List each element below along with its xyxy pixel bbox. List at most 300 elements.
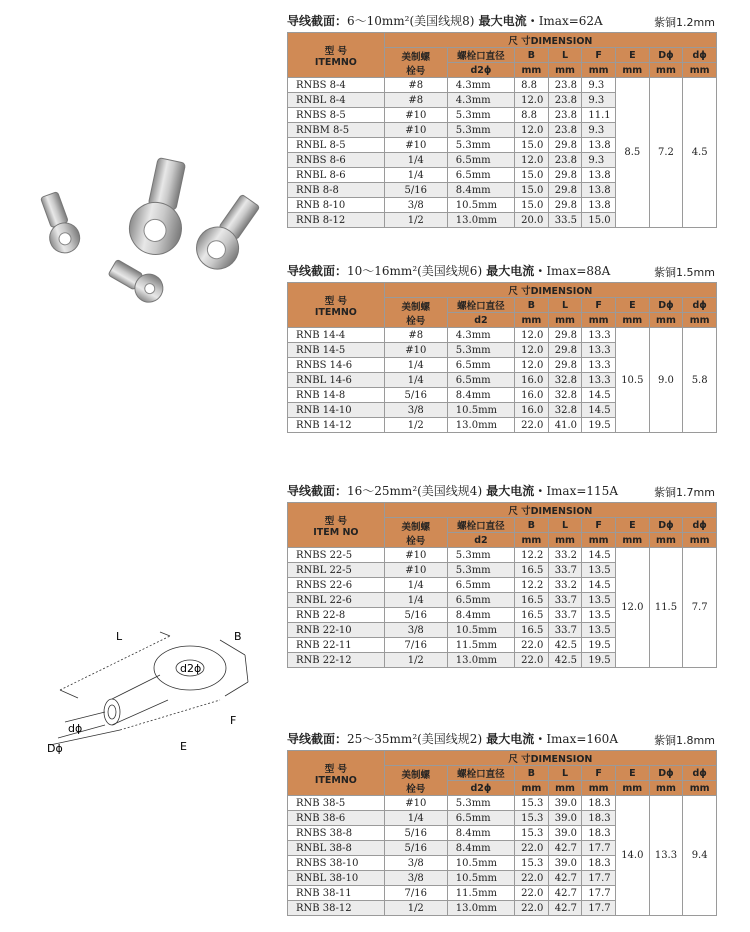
cell-bolt-dia: 10.5mm: [447, 856, 514, 871]
cell-us-screw: #10: [384, 343, 447, 358]
cell-b: 22.0: [515, 901, 549, 916]
cell-l: 33.7: [548, 563, 582, 578]
cell-bolt-dia: 5.3mm: [447, 138, 514, 153]
cell-f: 9.3: [582, 93, 616, 108]
cell-model: RNBS 22-5: [288, 548, 385, 563]
section-heading: [287, 260, 717, 282]
col-header-b: B: [515, 298, 549, 313]
cell-f: 17.7: [582, 886, 616, 901]
cell-l: 29.8: [548, 328, 582, 343]
col-header-f: F: [582, 766, 616, 781]
cell-l: 23.8: [548, 93, 582, 108]
col-unit-mm: mm: [649, 313, 683, 328]
spec-table: [287, 282, 717, 433]
col-unit-mm: mm: [683, 63, 717, 78]
col-header-us-screw: [384, 48, 447, 78]
cell-model: RNB 22-11: [288, 638, 385, 653]
model-label-en: ITEMNO: [314, 774, 357, 786]
cell-us-screw: 3/8: [384, 871, 447, 886]
cell-bolt-dia: 5.3mm: [447, 563, 514, 578]
cell-f: 17.7: [582, 901, 616, 916]
cell-f: 13.5: [582, 608, 616, 623]
model-label-en: ITEM NO: [313, 526, 359, 538]
barrel-end: [104, 699, 120, 725]
dim-label-B: B: [234, 630, 242, 643]
cell-l: 32.8: [548, 388, 582, 403]
col-header-model: [288, 33, 385, 78]
col-header-f: F: [582, 298, 616, 313]
col-header-dimension: 尺 寸DIMENSION: [384, 33, 716, 48]
cell-bolt-dia: 5.3mm: [447, 108, 514, 123]
dim-label-d: dϕ: [68, 722, 83, 735]
cell-f: 13.3: [582, 373, 616, 388]
header-row-1: [288, 33, 717, 48]
cell-bolt-dia: 8.4mm: [447, 183, 514, 198]
cell-bolt-dia: 8.4mm: [447, 608, 514, 623]
cell-model: RNBS 8-4: [288, 78, 385, 93]
title-prefix: 导线截面：: [287, 264, 348, 278]
col-header-dimension: 尺 寸DIMENSION: [384, 283, 716, 298]
model-label-en: ITEMNO: [314, 306, 357, 318]
model-label: 型 号: [324, 763, 348, 775]
cell-us-screw: #10: [384, 138, 447, 153]
cell-us-screw: 1/4: [384, 811, 447, 826]
cell-model: RNBS 38-8: [288, 826, 385, 841]
cell-f: 18.3: [582, 811, 616, 826]
spec-section-2: [287, 260, 717, 433]
cell-b: 22.0: [515, 638, 549, 653]
title-suffix: 最大电流・: [482, 732, 547, 746]
terminal-right: [188, 189, 268, 278]
cell-model: RNBL 14-6: [288, 373, 385, 388]
cell-f: 18.3: [582, 856, 616, 871]
col-header-b: B: [515, 48, 549, 63]
col-unit-d2: d2: [447, 313, 514, 328]
cell-b: 15.3: [515, 811, 549, 826]
cell-model: RNB 22-12: [288, 653, 385, 668]
cell-us-screw: 7/16: [384, 886, 447, 901]
cell-f: 14.5: [582, 403, 616, 418]
cell-us-screw: #10: [384, 563, 447, 578]
col-header-b: B: [515, 518, 549, 533]
cell-model: RNBS 8-6: [288, 153, 385, 168]
cell-us-screw: #8: [384, 328, 447, 343]
cell-bolt-dia: 5.3mm: [447, 548, 514, 563]
cell-model: RNB 38-12: [288, 901, 385, 916]
col-unit-mm: mm: [616, 63, 650, 78]
cell-f: 14.5: [582, 578, 616, 593]
spec-table: [287, 502, 717, 668]
cell-us-screw: #10: [384, 548, 447, 563]
max-current: Imax=115A: [546, 484, 618, 498]
cell-l: 33.7: [548, 608, 582, 623]
us-screw-line1: 美制螺: [401, 51, 431, 63]
cell-l: 29.8: [548, 198, 582, 213]
cell-l: 29.8: [548, 183, 582, 198]
dim-label-d2: d2ϕ: [180, 662, 202, 675]
cell-b: 15.3: [515, 796, 549, 811]
spec-table: [287, 32, 717, 228]
cell-dphi-outer: 9.0: [649, 328, 683, 433]
cell-us-screw: #8: [384, 93, 447, 108]
model-label: 型 号: [324, 295, 348, 307]
us-screw-line1: 美制螺: [401, 769, 431, 781]
cell-us-screw: 3/8: [384, 198, 447, 213]
cell-us-screw: 1/2: [384, 418, 447, 433]
col-header-model: [288, 283, 385, 328]
col-unit-mm: mm: [515, 781, 549, 796]
cell-f: 13.5: [582, 623, 616, 638]
cell-model: RNBS 22-6: [288, 578, 385, 593]
cell-bolt-dia: 5.3mm: [447, 123, 514, 138]
col-unit-mm: mm: [582, 313, 616, 328]
spec-table: [287, 750, 717, 916]
cell-b: 8.8: [515, 78, 549, 93]
col-unit-mm: mm: [649, 533, 683, 548]
cell-model: RNBL 8-6: [288, 168, 385, 183]
cell-l: 33.2: [548, 548, 582, 563]
us-screw-line1: 美制螺: [401, 301, 431, 313]
col-header-bolt-dia: 螺栓口直径: [447, 298, 514, 313]
cell-bolt-dia: 6.5mm: [447, 168, 514, 183]
cell-bolt-dia: 10.5mm: [447, 403, 514, 418]
col-unit-mm: mm: [582, 781, 616, 796]
cell-b: 15.0: [515, 183, 549, 198]
cell-f: 13.3: [582, 328, 616, 343]
cell-us-screw: 1/2: [384, 213, 447, 228]
col-unit-mm: mm: [548, 781, 582, 796]
terminal-bottom: [106, 255, 168, 307]
cell-bolt-dia: 10.5mm: [447, 623, 514, 638]
col-unit-mm: mm: [582, 533, 616, 548]
cell-f: 19.5: [582, 638, 616, 653]
us-screw-line2: 栓号: [406, 315, 426, 327]
title-prefix: 导线截面：: [287, 14, 348, 28]
cell-model: RNBL 38-8: [288, 841, 385, 856]
col-header-dphi: Dϕ: [649, 48, 683, 63]
cell-b: 20.0: [515, 213, 549, 228]
cell-f: 19.5: [582, 653, 616, 668]
spec-section-4: [287, 728, 717, 916]
cell-b: 15.0: [515, 138, 549, 153]
cell-model: RNBL 8-4: [288, 93, 385, 108]
table-row: [288, 78, 717, 93]
cell-model: RNB 8-12: [288, 213, 385, 228]
header-row-1: [288, 751, 717, 766]
cell-b: 16.0: [515, 403, 549, 418]
col-unit-mm: mm: [616, 781, 650, 796]
cell-b: 16.5: [515, 563, 549, 578]
cell-us-screw: 1/2: [384, 901, 447, 916]
cell-b: 16.0: [515, 388, 549, 403]
col-header-dphi: dϕ: [683, 48, 717, 63]
model-label: 型 号: [324, 515, 348, 527]
cell-f: 13.8: [582, 183, 616, 198]
cell-f: 15.0: [582, 213, 616, 228]
cell-b: 22.0: [515, 886, 549, 901]
cell-l: 29.8: [548, 168, 582, 183]
cell-us-screw: 3/8: [384, 856, 447, 871]
title-suffix: 最大电流・: [482, 264, 547, 278]
cell-l: 33.2: [548, 578, 582, 593]
section-heading: [287, 480, 717, 502]
cell-model: RNBS 8-5: [288, 108, 385, 123]
col-unit-mm: mm: [548, 533, 582, 548]
cell-b: 15.0: [515, 198, 549, 213]
col-header-us-screw: [384, 766, 447, 796]
cell-b: 16.0: [515, 373, 549, 388]
cell-model: RNB 14-8: [288, 388, 385, 403]
cell-us-screw: 1/4: [384, 578, 447, 593]
cell-b: 15.3: [515, 856, 549, 871]
cell-l: 41.0: [548, 418, 582, 433]
cell-dphi-outer: 11.5: [649, 548, 683, 668]
col-header-b: B: [515, 766, 549, 781]
cell-us-screw: 5/16: [384, 183, 447, 198]
copper-thickness: 紫铜1.7mm: [654, 486, 715, 499]
cell-l: 32.8: [548, 403, 582, 418]
dim-label-E: E: [180, 740, 187, 753]
model-label-en: ITEMNO: [314, 56, 357, 68]
cell-b: 22.0: [515, 841, 549, 856]
cell-f: 18.3: [582, 826, 616, 841]
cell-l: 23.8: [548, 123, 582, 138]
dim-label-D: Dϕ: [47, 742, 63, 755]
cell-us-screw: #10: [384, 123, 447, 138]
col-header-e: E: [616, 48, 650, 63]
cell-l: 23.8: [548, 153, 582, 168]
col-unit-mm: mm: [515, 63, 549, 78]
cell-b: 15.3: [515, 826, 549, 841]
model-label: 型 号: [324, 45, 348, 57]
section-title: [287, 482, 618, 499]
col-header-l: L: [548, 766, 582, 781]
cell-model: RNBL 22-6: [288, 593, 385, 608]
cell-model: RNB 38-6: [288, 811, 385, 826]
cell-model: RNB 22-10: [288, 623, 385, 638]
col-header-f: F: [582, 48, 616, 63]
us-screw-line2: 栓号: [406, 783, 426, 795]
cell-l: 39.0: [548, 826, 582, 841]
copper-thickness: 紫铜1.2mm: [654, 16, 715, 29]
cell-b: 12.0: [515, 153, 549, 168]
cell-b: 22.0: [515, 418, 549, 433]
cell-l: 23.8: [548, 108, 582, 123]
cell-l: 32.8: [548, 373, 582, 388]
cell-bolt-dia: 4.3mm: [447, 93, 514, 108]
spec-section-1: [287, 10, 717, 228]
cell-f: 9.3: [582, 153, 616, 168]
cell-us-screw: #8: [384, 78, 447, 93]
col-header-dphi: dϕ: [683, 766, 717, 781]
cell-model: RNB 14-12: [288, 418, 385, 433]
cell-bolt-dia: 4.3mm: [447, 78, 514, 93]
ring-terminals-photo: [20, 150, 280, 320]
cell-l: 23.8: [548, 78, 582, 93]
cell-bolt-dia: 8.4mm: [447, 388, 514, 403]
col-unit-d2: d2ϕ: [447, 781, 514, 796]
cell-bolt-dia: 6.5mm: [447, 593, 514, 608]
cell-f: 18.3: [582, 796, 616, 811]
max-current: Imax=160A: [546, 732, 618, 746]
section-title: [287, 262, 610, 279]
spec-section-3: [287, 480, 717, 668]
col-header-dphi: Dϕ: [649, 518, 683, 533]
col-unit-mm: mm: [683, 781, 717, 796]
cell-model: RNB 38-11: [288, 886, 385, 901]
cell-b: 22.0: [515, 653, 549, 668]
col-header-l: L: [548, 518, 582, 533]
wire-section-range: 6～10mm²(美国线规8): [347, 14, 475, 28]
cell-b: 12.0: [515, 328, 549, 343]
header-row-1: [288, 283, 717, 298]
cell-bolt-dia: 13.0mm: [447, 653, 514, 668]
cell-bolt-dia: 6.5mm: [447, 358, 514, 373]
cell-b: 16.5: [515, 623, 549, 638]
cell-us-screw: 5/16: [384, 388, 447, 403]
cell-dphi-outer: 13.3: [649, 796, 683, 916]
cell-b: 12.0: [515, 343, 549, 358]
cell-f: 9.3: [582, 78, 616, 93]
col-unit-mm: mm: [683, 533, 717, 548]
cell-l: 33.7: [548, 593, 582, 608]
cell-dphi-inner: 7.7: [683, 548, 717, 668]
cell-b: 12.2: [515, 578, 549, 593]
cell-us-screw: 1/4: [384, 358, 447, 373]
cell-bolt-dia: 13.0mm: [447, 418, 514, 433]
cell-bolt-dia: 11.5mm: [447, 886, 514, 901]
cell-bolt-dia: 6.5mm: [447, 373, 514, 388]
cell-us-screw: 5/16: [384, 841, 447, 856]
cell-f: 13.5: [582, 593, 616, 608]
col-unit-mm: mm: [616, 533, 650, 548]
cell-l: 33.5: [548, 213, 582, 228]
cell-l: 42.7: [548, 886, 582, 901]
col-header-bolt-dia: 螺栓口直径: [447, 766, 514, 781]
cell-model: RNBS 38-10: [288, 856, 385, 871]
section-title: [287, 730, 618, 747]
cell-e: 8.5: [616, 78, 650, 228]
cell-bolt-dia: 6.5mm: [447, 153, 514, 168]
cell-l: 29.8: [548, 358, 582, 373]
col-header-e: E: [616, 518, 650, 533]
cell-e: 10.5: [616, 328, 650, 433]
col-header-us-screw: [384, 298, 447, 328]
title-prefix: 导线截面：: [287, 732, 348, 746]
section-title: [287, 12, 603, 29]
cell-e: 14.0: [616, 796, 650, 916]
section-heading: [287, 728, 717, 750]
table-row: [288, 796, 717, 811]
cell-l: 33.7: [548, 623, 582, 638]
cell-us-screw: 1/4: [384, 153, 447, 168]
cell-us-screw: 1/4: [384, 593, 447, 608]
table-row: [288, 548, 717, 563]
cell-l: 39.0: [548, 856, 582, 871]
col-header-l: L: [548, 48, 582, 63]
cell-l: 42.5: [548, 638, 582, 653]
cell-bolt-dia: 13.0mm: [447, 213, 514, 228]
cell-bolt-dia: 6.5mm: [447, 811, 514, 826]
cell-f: 17.7: [582, 871, 616, 886]
cell-model: RNBS 14-6: [288, 358, 385, 373]
cell-f: 11.1: [582, 108, 616, 123]
wire-section-range: 25～35mm²(美国线规2): [347, 732, 483, 746]
cell-bolt-dia: 13.0mm: [447, 901, 514, 916]
cell-bolt-dia: 8.4mm: [447, 841, 514, 856]
col-header-bolt-dia: 螺栓口直径: [447, 518, 514, 533]
us-screw-line1: 美制螺: [401, 521, 431, 533]
copper-thickness: 紫铜1.8mm: [654, 734, 715, 747]
cell-us-screw: 3/8: [384, 403, 447, 418]
col-unit-mm: mm: [515, 313, 549, 328]
cell-bolt-dia: 10.5mm: [447, 871, 514, 886]
col-header-e: E: [616, 298, 650, 313]
cell-f: 13.3: [582, 358, 616, 373]
col-unit-mm: mm: [582, 63, 616, 78]
dim-label-F: F: [230, 714, 237, 727]
terminal-small-left: [35, 190, 84, 258]
col-header-dimension: 尺 寸DIMENSION: [384, 503, 716, 518]
cell-l: 42.7: [548, 871, 582, 886]
col-header-dimension: 尺 寸DIMENSION: [384, 751, 716, 766]
cell-l: 39.0: [548, 811, 582, 826]
cell-dphi-outer: 7.2: [649, 78, 683, 228]
terminal-large-center: [125, 155, 196, 260]
us-screw-line2: 栓号: [406, 535, 426, 547]
dim-label-L: L: [116, 630, 123, 643]
max-current: Imax=88A: [546, 264, 611, 278]
col-unit-mm: mm: [683, 313, 717, 328]
copper-thickness: 紫铜1.5mm: [654, 266, 715, 279]
dimension-diagram: [20, 620, 280, 770]
cell-model: RNBL 8-5: [288, 138, 385, 153]
col-unit-mm: mm: [616, 313, 650, 328]
col-header-f: F: [582, 518, 616, 533]
cell-model: RNB 38-5: [288, 796, 385, 811]
col-unit-mm: mm: [515, 533, 549, 548]
cell-bolt-dia: 10.5mm: [447, 198, 514, 213]
cell-us-screw: 1/4: [384, 168, 447, 183]
cell-bolt-dia: 11.5mm: [447, 638, 514, 653]
cell-model: RNBL 22-5: [288, 563, 385, 578]
col-unit-d2: d2ϕ: [447, 63, 514, 78]
title-suffix: 最大电流・: [474, 14, 539, 28]
cell-model: RNBL 38-10: [288, 871, 385, 886]
cell-dphi-inner: 4.5: [683, 78, 717, 228]
us-screw-line2: 栓号: [406, 65, 426, 77]
cell-model: RNB 8-8: [288, 183, 385, 198]
wire-section-range: 16～25mm²(美国线规4): [347, 484, 483, 498]
title-suffix: 最大电流・: [482, 484, 547, 498]
cell-model: RNB 8-10: [288, 198, 385, 213]
max-current: Imax=62A: [538, 14, 603, 28]
cell-dphi-inner: 5.8: [683, 328, 717, 433]
cell-dphi-inner: 9.4: [683, 796, 717, 916]
col-unit-mm: mm: [548, 313, 582, 328]
cell-b: 15.0: [515, 168, 549, 183]
cell-l: 42.5: [548, 653, 582, 668]
cell-model: RNB 14-4: [288, 328, 385, 343]
cell-l: 29.8: [548, 138, 582, 153]
col-header-e: E: [616, 766, 650, 781]
col-unit-mm: mm: [649, 781, 683, 796]
col-unit-d2: d2: [447, 533, 514, 548]
cell-bolt-dia: 6.5mm: [447, 578, 514, 593]
table-row: [288, 328, 717, 343]
cell-b: 16.5: [515, 608, 549, 623]
cell-us-screw: 7/16: [384, 638, 447, 653]
